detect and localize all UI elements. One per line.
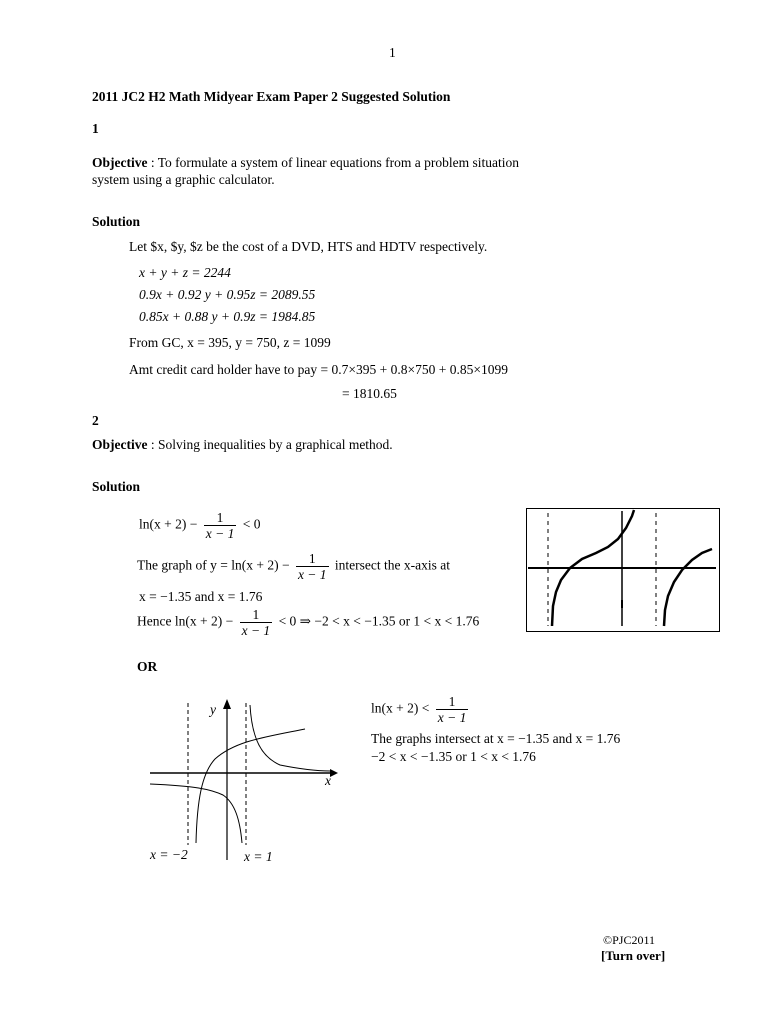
q2-objective-label: Objective	[92, 437, 148, 452]
sketch-asymptote-left-label: x = −2	[150, 847, 188, 862]
fraction-numerator: 1	[436, 694, 469, 710]
q1-amount-label: Amt credit card holder have to pay =	[129, 362, 329, 377]
q1-objective	[92, 154, 519, 172]
question-2-number: 2	[92, 413, 99, 428]
q1-solution-label: Solution	[92, 214, 141, 229]
q2-hence-line	[137, 607, 479, 638]
q2-solution-label: Solution	[92, 479, 141, 494]
q2-alt-intersect-line: The graphs intersect at x = −1.35 and x = 1.76	[371, 731, 621, 746]
fraction-numerator: 1	[204, 510, 237, 526]
sketch-asymptote-right-label: x = 1	[244, 849, 273, 864]
q1-equation-1: x + y + z = 2244	[139, 265, 231, 280]
footer-copyright: ©PJC2011	[603, 933, 656, 947]
q2-graph-fraction	[296, 551, 329, 582]
q2-roots-line: x = −1.35 and x = 1.76	[139, 589, 263, 604]
q2-hence-prefix: Hence ln(x + 2) −	[137, 613, 234, 629]
q2-alt-solution-line: −2 < x < −1.35 or 1 < x < 1.76	[371, 749, 536, 764]
q2-graph-prefix: The graph of y = ln(x + 2) −	[137, 557, 290, 573]
gc-screen-frame	[527, 509, 720, 632]
q1-let-line: Let $x, $y, $z be the cost of a DVD, HTS and HDTV respectively.	[129, 239, 488, 254]
fraction-denominator: x − 1	[205, 526, 235, 541]
sketch-x-arrow	[330, 769, 338, 777]
q2-inequality-suffix: < 0	[242, 516, 261, 532]
fraction-numerator: 1	[296, 551, 329, 567]
fraction-denominator: x − 1	[241, 623, 271, 638]
sketch-graph	[140, 695, 350, 870]
q2-inequality-fraction	[204, 510, 237, 541]
q1-equation-2: 0.9x + 0.92 y + 0.95z = 2089.55	[139, 287, 316, 302]
fraction-denominator: x − 1	[297, 567, 327, 582]
sketch-y-arrow	[223, 699, 231, 709]
fraction-denominator: x − 1	[437, 710, 467, 725]
q1-amount-line	[129, 361, 508, 379]
q1-objective-label: Objective	[92, 155, 148, 170]
q1-objective-text: : To formulate a system of linear equations from a problem situation	[147, 155, 519, 170]
gc-screen-graph	[526, 508, 720, 632]
q2-objective-text: : Solving inequalities by a graphical method.	[147, 437, 393, 452]
fraction-numerator: 1	[240, 607, 273, 623]
question-1-number: 1	[92, 121, 99, 136]
q2-alt-prefix: ln(x + 2) <	[371, 700, 430, 716]
page-title: 2011 JC2 H2 Math Midyear Exam Paper 2 Suggested Solution	[92, 89, 451, 104]
q2-objective	[92, 436, 393, 454]
sketch-log-curve	[196, 729, 305, 843]
q1-amount-expression: 0.7×395 + 0.8×750 + 0.85×1099	[331, 362, 508, 377]
q1-gc-line: From GC, x = 395, y = 750, z = 1099	[129, 335, 331, 350]
q1-objective-text-line2: system using a graphic calculator.	[92, 172, 275, 187]
q2-or-label: OR	[137, 659, 158, 674]
q1-amount-result: = 1810.65	[342, 386, 397, 401]
q2-alt-inequality	[371, 694, 471, 725]
q2-hence-fraction	[240, 607, 273, 638]
q1-equation-3: 0.85x + 0.88 y + 0.9z = 1984.85	[139, 309, 316, 324]
sketch-y-label: y	[210, 702, 216, 717]
q2-hence-suffix: < 0 ⇒ −2 < x < −1.35 or 1 < x < 1.76	[278, 613, 480, 629]
q2-alt-fraction	[436, 694, 469, 725]
q2-inequality	[139, 510, 260, 541]
q2-inequality-prefix: ln(x + 2) −	[139, 516, 198, 532]
q2-graph-suffix: intersect the x-axis at	[334, 557, 451, 573]
q2-graph-line	[137, 551, 450, 582]
sketch-x-label: x	[325, 773, 331, 788]
footer-turn-over: [Turn over]	[601, 948, 666, 963]
page-number: 1	[389, 45, 396, 60]
